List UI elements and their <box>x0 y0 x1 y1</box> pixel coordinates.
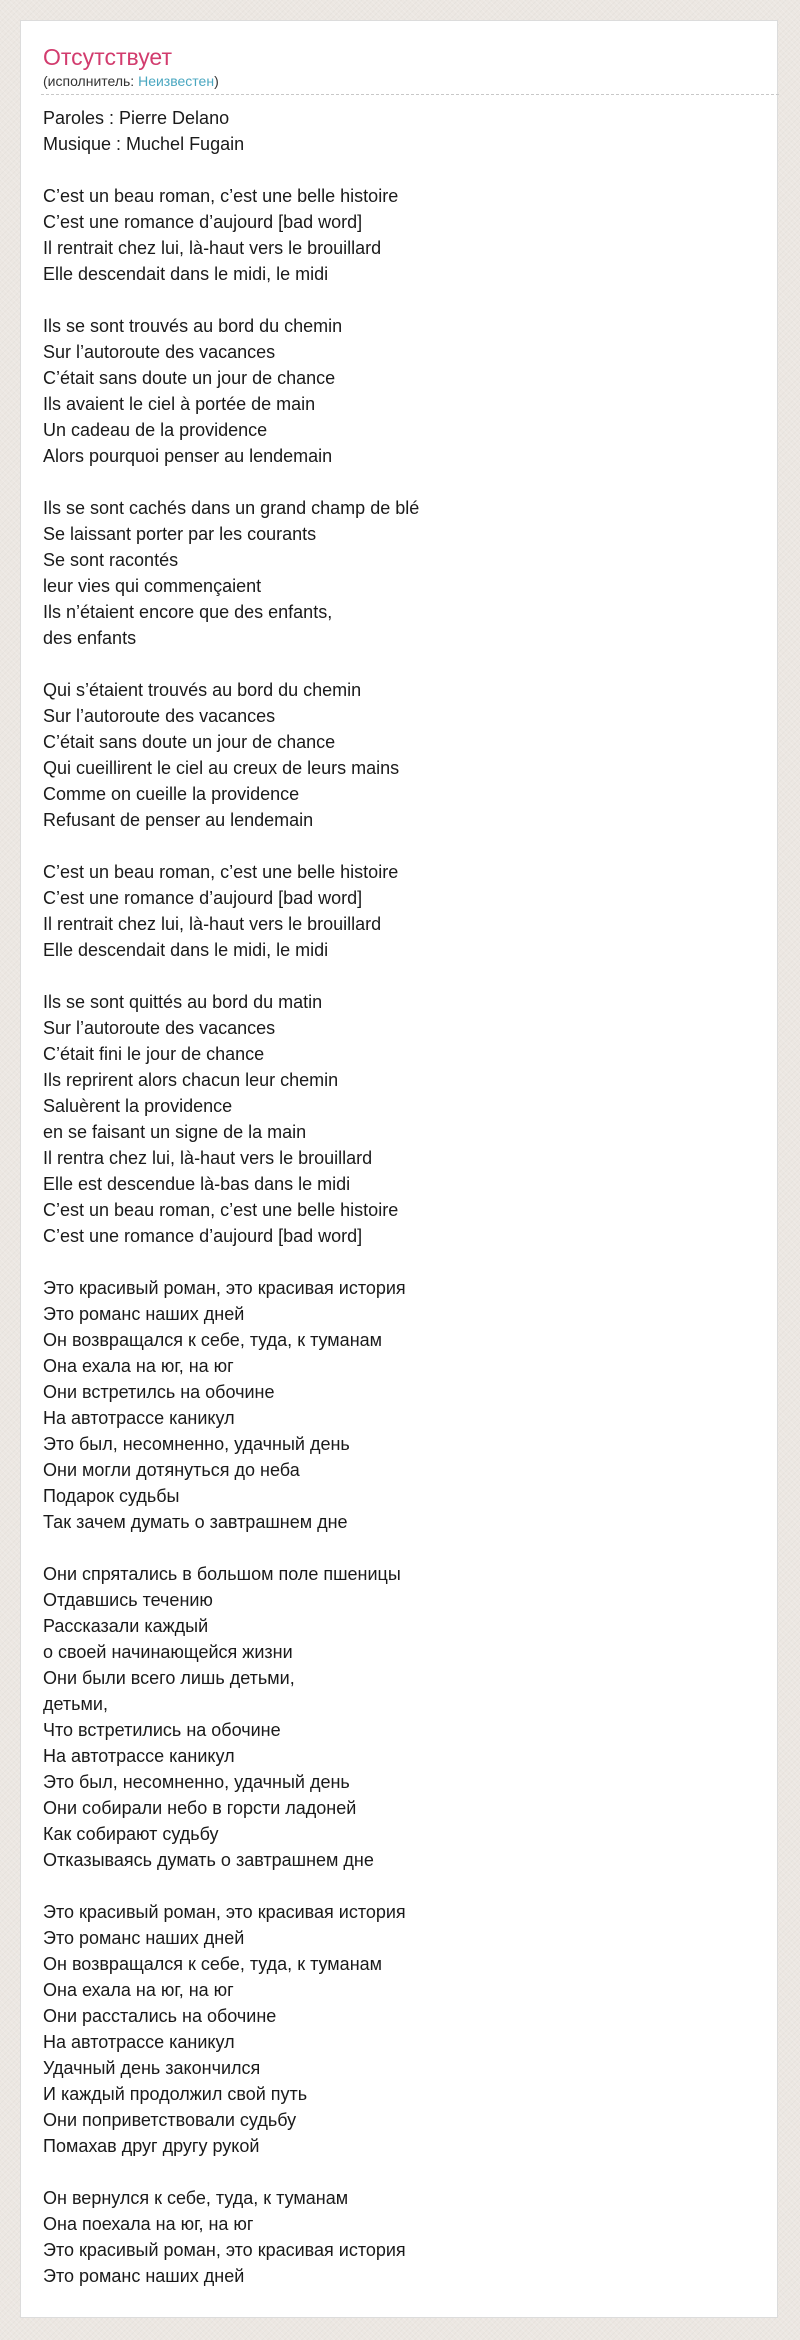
lyrics-body <box>43 105 763 2289</box>
lyric-line: Как собирают судьбу <box>43 1824 219 1844</box>
lyric-line: Это красивый роман, это красивая история <box>43 1902 406 1922</box>
header-divider <box>41 94 779 95</box>
lyric-line: C’est une romance d’aujourd [bad word] <box>43 1226 363 1246</box>
lyric-line: Sur l’autoroute des vacances <box>43 1018 276 1038</box>
lyric-line: Elle descendait dans le midi, le midi <box>43 264 329 284</box>
stanza-break <box>43 157 763 183</box>
lyric-line: Отказываясь думать о завтрашнем дне <box>43 1850 374 1870</box>
lyric-line: Qui s’étaient trouvés au bord du chemin <box>43 680 362 700</box>
lyric-line: Ils reprirent alors chacun leur chemin <box>43 1070 339 1090</box>
lyric-line: Они поприветствовали судьбу <box>43 2110 297 2130</box>
lyric-line: Paroles : Pierre Delano <box>43 108 230 128</box>
stanza-break <box>43 2159 763 2185</box>
lyric-line: Saluèrent la providence <box>43 1096 233 1116</box>
lyric-line: детьми, <box>43 1694 108 1714</box>
lyric-line: Подарок судьбы <box>43 1486 180 1506</box>
lyric-line: Elle est descendue là-bas dans le midi <box>43 1174 351 1194</box>
stanza-break <box>43 1873 763 1899</box>
lyric-line: Удачный день закончился <box>43 2058 261 2078</box>
lyric-line: Помахав друг другу рукой <box>43 2136 260 2156</box>
lyric-line: Это красивый роман, это красивая история <box>43 1278 406 1298</box>
lyric-line: На автотрассе каникул <box>43 2032 235 2052</box>
lyric-line: Ils se sont cachés dans un grand champ de blé <box>43 498 420 518</box>
lyric-line: Il rentra chez lui, là-haut vers le brouillard <box>43 1148 373 1168</box>
lyrics-card <box>20 20 778 2318</box>
lyric-line: Они собирали небо в горсти ладоней <box>43 1798 357 1818</box>
lyric-line: Они встретилсь на обочине <box>43 1382 275 1402</box>
stanza-break <box>43 287 763 313</box>
lyric-line: Они расстались на обочине <box>43 2006 277 2026</box>
lyric-line: C’était sans doute un jour de chance <box>43 732 336 752</box>
lyric-line: Отдавшись течению <box>43 1590 213 1610</box>
lyric-line: Ils se sont quittés au bord du matin <box>43 992 323 1012</box>
lyric-line: leur vies qui commençaient <box>43 576 262 596</box>
lyric-line: Alors pourquoi penser au lendemain <box>43 446 333 466</box>
artist-line <box>43 72 219 90</box>
lyric-line: C’était sans doute un jour de chance <box>43 368 336 388</box>
lyric-line: Он вернулся к себе, туда, к туманам <box>43 2188 349 2208</box>
lyric-line: Так зачем думать о завтрашнем дне <box>43 1512 348 1532</box>
artist-link[interactable]: Неизвестен <box>138 73 215 89</box>
lyric-line: Il rentrait chez lui, là-haut vers le brouillard <box>43 914 382 934</box>
lyric-line: Sur l’autoroute des vacances <box>43 342 276 362</box>
lyric-line: C’est un beau roman, c’est une belle histoire <box>43 186 399 206</box>
lyric-line: Это был, несомненно, удачный день <box>43 1434 350 1454</box>
stanza-break <box>43 963 763 989</box>
song-title: Отсутствует <box>43 44 172 70</box>
stanza-break <box>43 1249 763 1275</box>
lyric-line: Il rentrait chez lui, là-haut vers le brouillard <box>43 238 382 258</box>
lyric-line: C’est une romance d’aujourd [bad word] <box>43 212 363 232</box>
lyric-line: Ils se sont trouvés au bord du chemin <box>43 316 343 336</box>
lyric-line: Они могли дотянуться до неба <box>43 1460 300 1480</box>
lyric-line: Это романс наших дней <box>43 1928 245 1948</box>
lyric-line: Sur l’autoroute des vacances <box>43 706 276 726</box>
lyric-line: Она ехала на юг, на юг <box>43 1356 234 1376</box>
lyric-line: Elle descendait dans le midi, le midi <box>43 940 329 960</box>
lyric-line: C’était fini le jour de chance <box>43 1044 265 1064</box>
lyric-line: des enfants <box>43 628 137 648</box>
lyric-line: Он возвращался к себе, туда, к туманам <box>43 1954 383 1974</box>
lyric-line: Musique : Muchel Fugain <box>43 134 245 154</box>
lyric-line: Ils avaient le ciel à portée de main <box>43 394 316 414</box>
lyric-line: Un cadeau de la providence <box>43 420 268 440</box>
lyric-line: Это романс наших дней <box>43 2266 245 2286</box>
lyric-line: Qui cueillirent le ciel au creux de leurs mains <box>43 758 400 778</box>
lyric-line: C’est un beau roman, c’est une belle histoire <box>43 1200 399 1220</box>
lyric-line: Он возвращался к себе, туда, к туманам <box>43 1330 383 1350</box>
lyric-line: Она ехала на юг, на юг <box>43 1980 234 2000</box>
stanza-break <box>43 1535 763 1561</box>
lyric-line: C’est un beau roman, c’est une belle histoire <box>43 862 399 882</box>
lyric-line: Рассказали каждый <box>43 1616 209 1636</box>
lyric-line: Она поехала на юг, на юг <box>43 2214 254 2234</box>
stanza-break <box>43 651 763 677</box>
lyric-line: en se faisant un signe de la main <box>43 1122 307 1142</box>
lyric-line: Refusant de penser au lendemain <box>43 810 314 830</box>
lyric-line: И каждый продолжил свой путь <box>43 2084 308 2104</box>
lyric-line: Это романс наших дней <box>43 1304 245 1324</box>
stanza-break <box>43 833 763 859</box>
lyric-line: о своей начинающейся жизни <box>43 1642 293 1662</box>
lyric-line: Они были всего лишь детьми, <box>43 1668 295 1688</box>
lyric-line: На автотрассе каникул <box>43 1746 235 1766</box>
lyric-line: На автотрассе каникул <box>43 1408 235 1428</box>
lyric-line: Это был, несомненно, удачный день <box>43 1772 350 1792</box>
lyric-line: Что встретились на обочине <box>43 1720 281 1740</box>
stanza-break <box>43 469 763 495</box>
artist-suffix: ) <box>214 73 219 89</box>
artist-prefix: (исполнитель: <box>43 73 139 89</box>
lyric-line: Se sont racontés <box>43 550 179 570</box>
lyric-line: Они спрятались в большом поле пшеницы <box>43 1564 401 1584</box>
lyric-line: Se laissant porter par les courants <box>43 524 317 544</box>
lyric-line: Comme on cueille la providence <box>43 784 300 804</box>
lyric-line: Это красивый роман, это красивая история <box>43 2240 406 2260</box>
lyric-line: C’est une romance d’aujourd [bad word] <box>43 888 363 908</box>
lyric-line: Ils n’étaient encore que des enfants, <box>43 602 333 622</box>
